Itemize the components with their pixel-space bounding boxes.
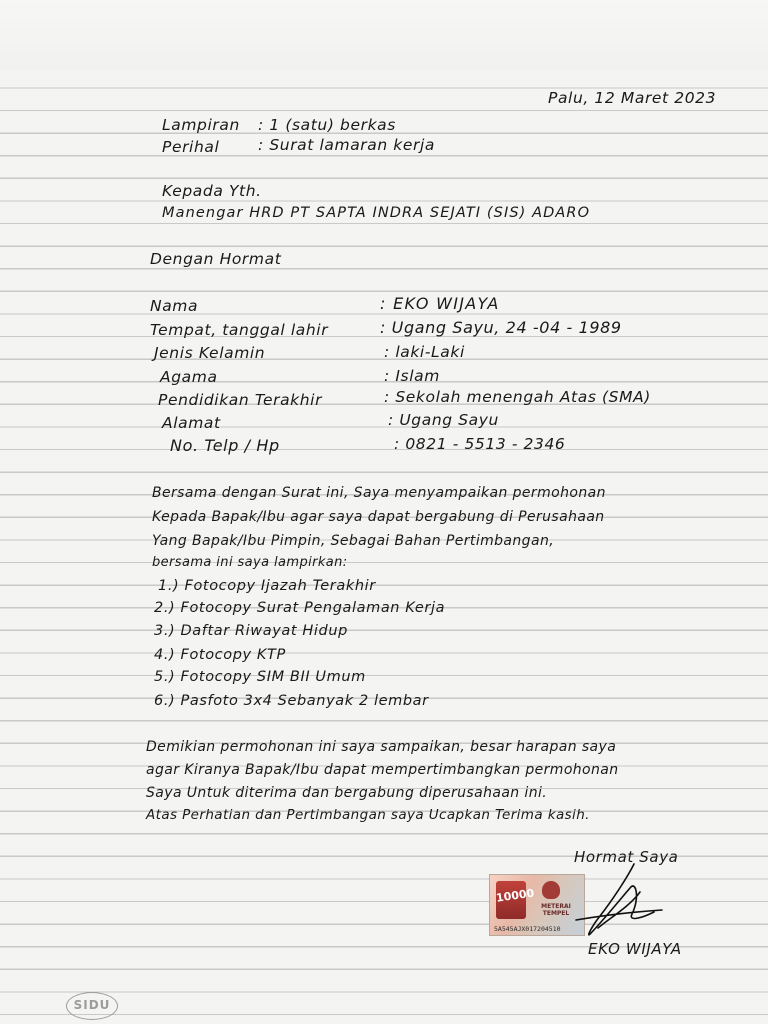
- perihal-label: Perihal: [162, 138, 220, 156]
- list-item: 5.) Fotocopy SIM BII Umum: [154, 669, 366, 685]
- recipient-line-2: Manengar HRD PT SAPTA INDRA SEJATI (SIS) ADARO: [162, 205, 591, 221]
- body-line: Yang Bapak/Ibu Pimpin, Sebagai Bahan Pertimbangan,: [152, 533, 555, 549]
- identity-label: Jenis Kelamin: [154, 344, 266, 362]
- list-item: 2.) Fotocopy Surat Pengalaman Kerja: [154, 600, 446, 616]
- identity-value: : EKO WIJAYA: [380, 294, 500, 313]
- stamp-value: 10000: [495, 886, 536, 905]
- perihal-value: : Surat lamaran kerja: [258, 136, 435, 154]
- garuda-emblem-icon: [542, 881, 560, 899]
- signer-name: EKO WIJAYA: [588, 940, 682, 958]
- list-item: 3.) Daftar Riwayat Hidup: [154, 623, 348, 639]
- recipient-line-1: Kepada Yth.: [162, 182, 262, 200]
- stamp-title-line-1: METERAI: [541, 903, 571, 910]
- closing-line: Demikian permohonan ini saya sampaikan, besar harapan saya: [146, 739, 617, 755]
- stamp-title-line-2: TEMPEL: [542, 910, 570, 917]
- closing-line: agar Kiranya Bapak/Ibu dapat mempertimbangkan permohonan: [146, 762, 619, 778]
- stamp-serial: 5A545AJX017204510: [494, 925, 561, 933]
- body-line: Bersama dengan Surat ini, Saya menyampaikan permohonan: [152, 485, 606, 501]
- list-item: 6.) Pasfoto 3x4 Sebanyak 2 lembar: [154, 693, 429, 709]
- identity-label: Alamat: [162, 414, 221, 432]
- body-line: Kepada Bapak/Ibu agar saya dapat bergabung di Perusahaan: [152, 509, 605, 525]
- identity-value: : Ugang Sayu: [388, 411, 499, 429]
- lampiran-label: Lampiran: [162, 116, 240, 134]
- identity-label: Nama: [150, 297, 199, 315]
- identity-label: Agama: [160, 368, 218, 386]
- identity-label: Pendidikan Terakhir: [158, 391, 323, 409]
- sign-off: Hormat Saya: [574, 848, 679, 866]
- identity-label: No. Telp / Hp: [170, 436, 280, 455]
- date-line: Palu, 12 Maret 2023: [548, 89, 717, 107]
- identity-label: Tempat, tanggal lahir: [150, 321, 329, 339]
- body-line: bersama ini saya lampirkan:: [152, 555, 348, 570]
- sidu-logo: SIDU: [66, 992, 118, 1020]
- closing-line: Atas Perhatian dan Pertimbangan saya Ucapkan Terima kasih.: [146, 807, 590, 823]
- list-item: 4.) Fotocopy KTP: [154, 647, 286, 663]
- paper-top-margin: [0, 0, 768, 70]
- identity-value: : Sekolah menengah Atas (SMA): [384, 388, 651, 406]
- identity-value: : 0821 - 5513 - 2346: [394, 435, 566, 453]
- salutation: Dengan Hormat: [150, 250, 282, 268]
- identity-value: : Ugang Sayu, 24 -04 - 1989: [380, 318, 622, 337]
- list-item: 1.) Fotocopy Ijazah Terakhir: [158, 578, 376, 594]
- signature: [570, 858, 670, 942]
- lampiran-value: : 1 (satu) berkas: [258, 116, 396, 134]
- identity-value: : laki-Laki: [384, 343, 465, 361]
- closing-line: Saya Untuk diterima dan bergabung diperusahaan ini.: [146, 785, 548, 801]
- identity-value: : Islam: [384, 367, 440, 385]
